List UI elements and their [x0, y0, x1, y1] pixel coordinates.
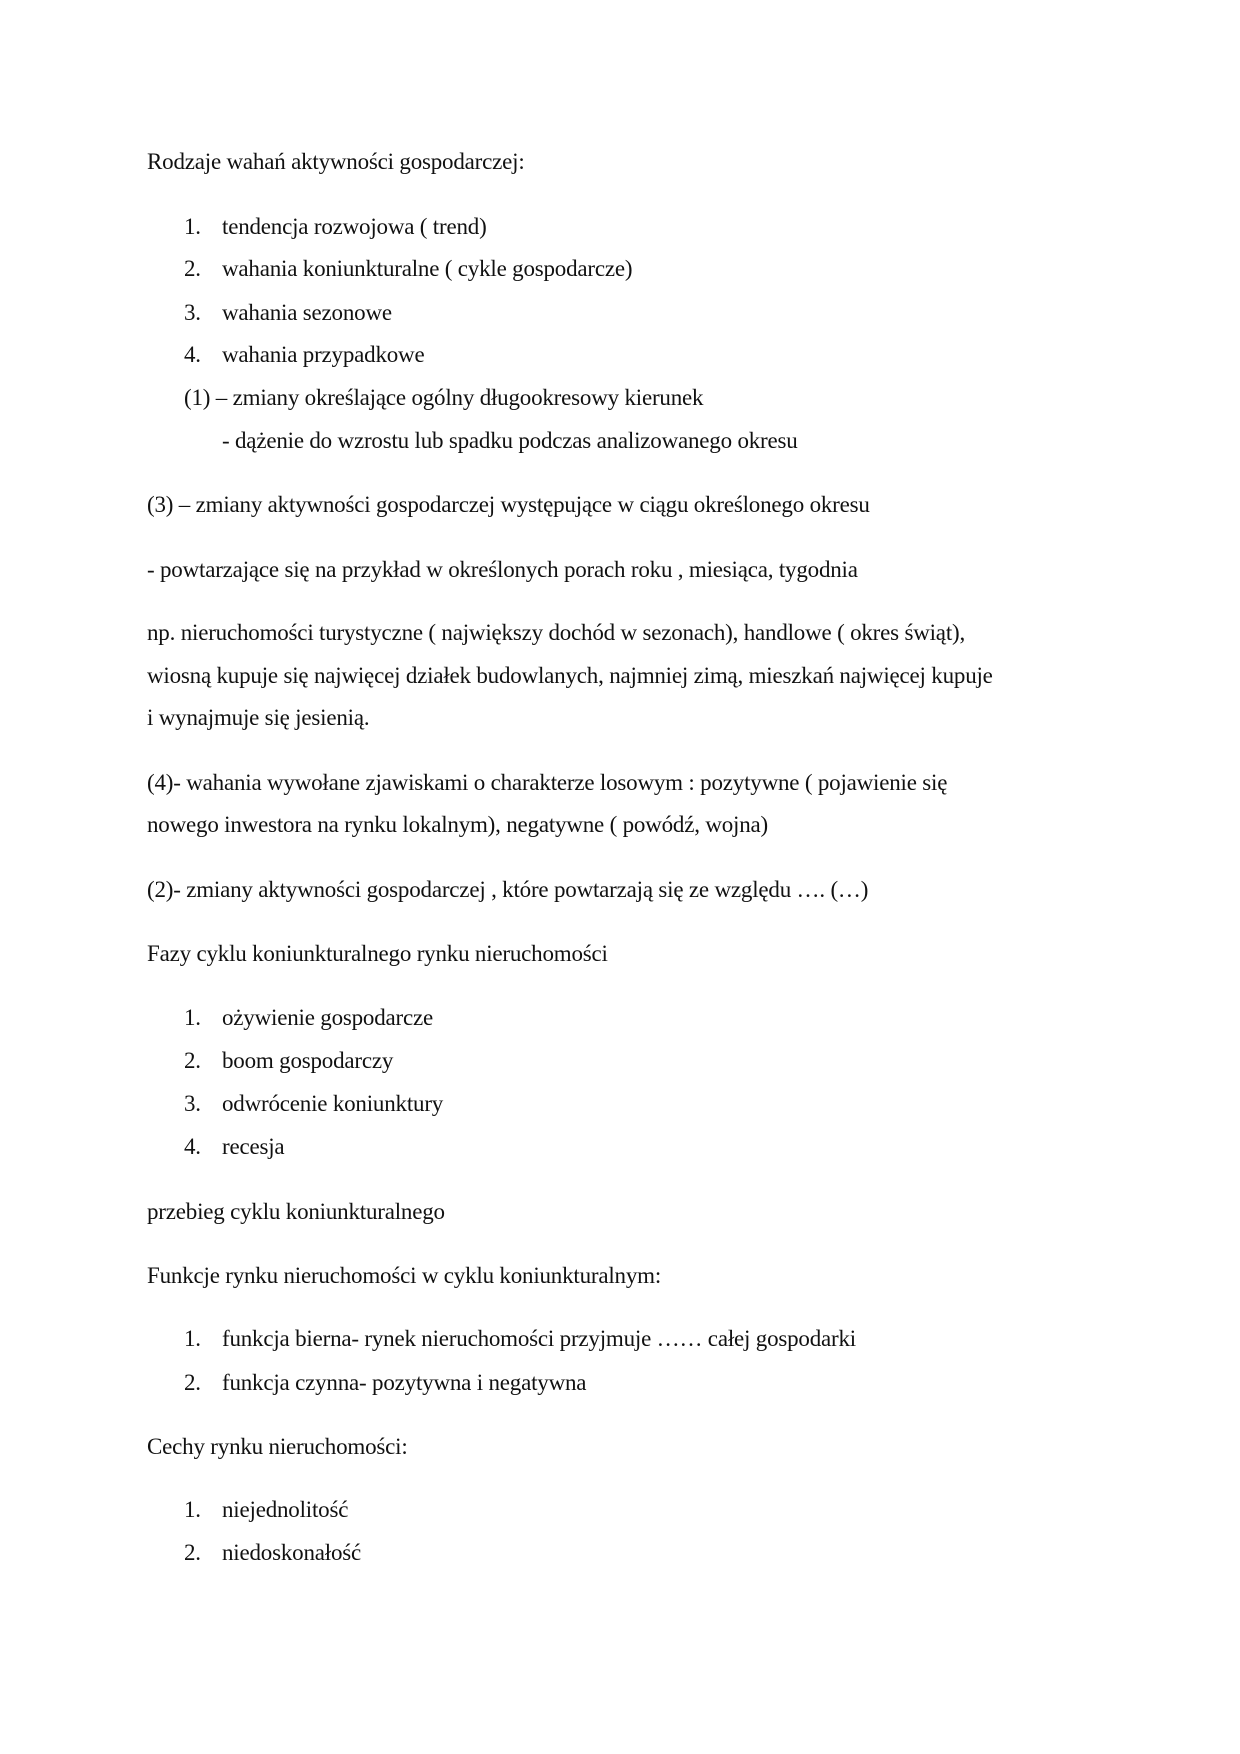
list-item-text: funkcja bierna- rynek nieruchomości przyjmuje …… całej gospodarki [222, 1326, 856, 1351]
sub-note-line: (1) – zmiany określające ogólny długookresowy kierunek [184, 385, 704, 410]
paragraph-line: Funkcje rynku nieruchomości w cyklu koniunkturalnym: [147, 1263, 662, 1288]
list-item-text: wahania przypadkowe [222, 342, 425, 367]
paragraph-line: i wynajmuje się jesienią. [147, 705, 370, 730]
list-number: 2. [184, 256, 201, 281]
paragraph-line: Cechy rynku nieruchomości: [147, 1434, 408, 1459]
paragraph-line: wiosną kupuje się najwięcej działek budowlanych, najmniej zimą, mieszkań najwięcej kupuje [147, 663, 993, 688]
paragraph-line: Fazy cyklu koniunkturalnego rynku nieruchomości [147, 941, 608, 966]
list-number: 1. [184, 1326, 201, 1351]
list-number: 3. [184, 1091, 201, 1116]
list-item-text: wahania sezonowe [222, 300, 392, 325]
list-number: 2. [184, 1048, 201, 1073]
list-item-text: funkcja czynna- pozytywna i negatywna [222, 1370, 587, 1395]
list-item-text: odwrócenie koniunktury [222, 1091, 444, 1116]
sub-note-line: - dążenie do wzrostu lub spadku podczas analizowanego okresu [222, 428, 798, 453]
paragraph-line: - powtarzające się na przykład w określonych porach roku , miesiąca, tygodnia [147, 557, 858, 582]
list-number: 2. [184, 1540, 201, 1565]
paragraph-line: Rodzaje wahań aktywności gospodarczej: [147, 149, 525, 174]
list-item-text: niedoskonałość [222, 1540, 362, 1565]
list-item-text: tendencja rozwojowa ( trend) [222, 214, 487, 239]
list-number: 4. [184, 342, 201, 367]
list-item-text: wahania koniunkturalne ( cykle gospodarcze) [222, 256, 633, 281]
paragraph-line: (3) – zmiany aktywności gospodarczej występujące w ciągu określonego okresu [147, 492, 870, 517]
list-number: 1. [184, 214, 201, 239]
paragraph-line: przebieg cyklu koniunkturalnego [147, 1199, 445, 1224]
paragraph-line: np. nieruchomości turystyczne ( największy dochód w sezonach), handlowe ( okres świąt), [147, 620, 966, 645]
list-item-text: recesja [222, 1134, 285, 1159]
list-item-text: niejednolitość [222, 1497, 349, 1522]
list-number: 1. [184, 1005, 201, 1030]
list-number: 2. [184, 1370, 201, 1395]
paragraph-line: nowego inwestora na rynku lokalnym), negatywne ( powódź, wojna) [147, 812, 769, 837]
list-item-text: boom gospodarczy [222, 1048, 394, 1073]
paragraph-line: (2)- zmiany aktywności gospodarczej , które powtarzają się ze względu …. (…) [147, 877, 869, 902]
list-number: 3. [184, 300, 201, 325]
list-number: 1. [184, 1497, 201, 1522]
paragraph-line: (4)- wahania wywołane zjawiskami o charakterze losowym : pozytywne ( pojawienie się [147, 770, 948, 795]
list-number: 4. [184, 1134, 201, 1159]
list-item-text: ożywienie gospodarcze [222, 1005, 434, 1030]
